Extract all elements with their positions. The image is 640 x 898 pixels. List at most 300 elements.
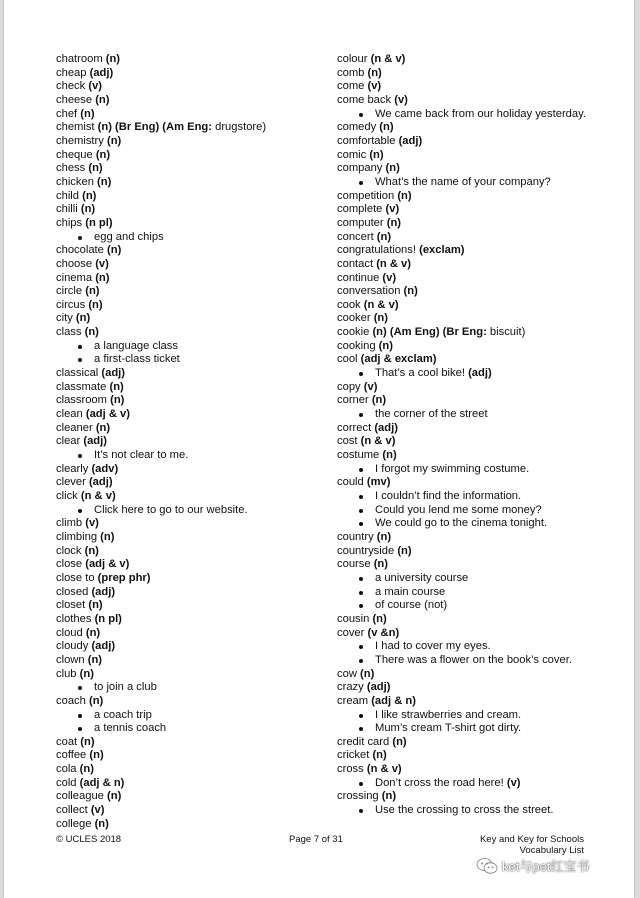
- vocabulary-entry: [56, 422, 326, 436]
- vocabulary-entry: [337, 94, 627, 108]
- entry-word: closet: [56, 599, 86, 612]
- entry-part-of-speech: (adj): [398, 134, 423, 147]
- vocabulary-entry: [56, 80, 326, 94]
- vocabulary-entry: [56, 94, 326, 108]
- example-bullet: [56, 681, 326, 695]
- entry-word: chilli: [56, 203, 78, 216]
- example-bullet: [337, 408, 627, 422]
- entry-part-of-speech: (adj & n): [79, 776, 125, 789]
- entry-word: colleague: [56, 790, 104, 803]
- entry-part-of-speech: (n): [87, 653, 103, 666]
- entry-word: circus: [56, 298, 86, 311]
- footer-title-line-2: Vocabulary List: [519, 845, 584, 856]
- entry-word: comedy: [337, 121, 377, 134]
- entry-part-of-speech: (n): [107, 244, 122, 257]
- example-text: a main course: [375, 585, 446, 598]
- entry-word: computer: [337, 216, 384, 229]
- example-text: a first-class ticket: [94, 353, 180, 366]
- vocabulary-entry: [337, 613, 627, 627]
- entry-part-of-speech: (n pl): [94, 612, 122, 625]
- vocabulary-entry: [56, 531, 326, 545]
- entry-word: correct: [337, 421, 372, 434]
- example-bullet: [56, 353, 326, 367]
- entry-word: costume: [337, 449, 380, 462]
- example-part-of-speech: (adj): [468, 367, 492, 380]
- entry-part-of-speech: (n): [89, 749, 104, 762]
- entry-word: cow: [337, 667, 357, 680]
- entry-part-of-speech: (n): [385, 162, 400, 175]
- entry-part-of-speech: (n): [97, 175, 112, 188]
- vocabulary-entry: [337, 545, 627, 559]
- entry-word: child: [56, 189, 80, 202]
- entry-word: come back: [337, 93, 392, 106]
- entry-word: copy: [337, 380, 361, 393]
- entry-part-of-speech: (adv): [91, 462, 119, 475]
- entry-part-of-speech: (n): [379, 121, 394, 134]
- entry-part-of-speech: (v): [85, 517, 99, 530]
- entry-part-of-speech: (n & v): [366, 763, 402, 776]
- vocabulary-entry: [56, 149, 326, 163]
- vocabulary-entry: [56, 135, 326, 149]
- entry-word: chicken: [56, 175, 94, 188]
- entry-word: cheap: [56, 66, 87, 79]
- example-bullet: [337, 709, 627, 723]
- entry-part-of-speech: (n): [403, 285, 418, 298]
- vocabulary-entry: [337, 312, 627, 326]
- vocabulary-entry: [56, 695, 326, 709]
- example-text: the corner of the street: [375, 408, 488, 421]
- entry-word: chemistry: [56, 134, 104, 147]
- vocabulary-entry: [337, 67, 627, 81]
- entry-word: click: [56, 490, 78, 502]
- entry-word: cross: [337, 763, 364, 776]
- entry-word: coach: [56, 694, 86, 707]
- entry-word: chatroom: [56, 53, 103, 65]
- example-text: Use the crossing to cross the street.: [375, 804, 554, 817]
- entry-word: complete: [337, 203, 383, 216]
- entry-part-of-speech: (n): [95, 93, 110, 106]
- entry-part-of-speech: (adj): [91, 640, 116, 653]
- entry-part-of-speech: (n & v): [376, 257, 411, 270]
- vocabulary-entry: [337, 217, 627, 231]
- document-page: [4, 0, 634, 898]
- vocabulary-entry: [56, 203, 326, 217]
- entry-word: cream: [337, 694, 369, 707]
- vocabulary-column-left: [56, 53, 326, 831]
- entry-part-of-speech: (adj): [89, 66, 114, 79]
- example-text: I couldn’t find the information.: [375, 490, 522, 502]
- entry-part-of-speech: (n): [110, 394, 125, 407]
- example-bullet: [337, 176, 627, 190]
- entry-part-of-speech: (n): [382, 449, 397, 462]
- entry-word: continue: [337, 271, 380, 284]
- example-text: to join a club: [94, 681, 157, 694]
- vocabulary-entry: [56, 272, 326, 286]
- vocabulary-entry: [56, 763, 326, 777]
- vocabulary-entry: [337, 190, 627, 204]
- entry-word: collect: [56, 804, 88, 817]
- entry-word: climbing: [56, 530, 98, 543]
- entry-part-of-speech: (n): [75, 312, 91, 325]
- example-text: a tennis coach: [94, 722, 167, 735]
- entry-word: clown: [56, 653, 85, 666]
- example-text: a coach trip: [94, 708, 152, 721]
- example-text: I forgot my swimming costume.: [375, 462, 530, 475]
- vocabulary-entry: [56, 613, 326, 627]
- entry-word: city: [56, 312, 73, 325]
- vocabulary-entry: [337, 381, 627, 395]
- vocabulary-entry: [56, 599, 326, 613]
- entry-word: chess: [56, 162, 86, 175]
- entry-word: countryside: [337, 544, 395, 557]
- entry-word: country: [337, 530, 374, 543]
- entry-part-of-speech: (adj): [101, 367, 126, 380]
- entry-word: chemist: [56, 121, 95, 134]
- entry-part-of-speech: (n pl): [85, 216, 113, 229]
- vocabulary-entry: [337, 80, 627, 94]
- entry-part-of-speech: (n): [79, 763, 94, 776]
- vocabulary-entry: [337, 203, 627, 217]
- entry-part-of-speech: (n): [392, 735, 407, 748]
- entry-part-of-speech: (exclam): [419, 244, 465, 257]
- vocabulary-entry: [337, 422, 627, 436]
- example-text: That’s a cool bike!: [375, 367, 465, 380]
- entry-word: class: [56, 326, 82, 339]
- entry-part-of-speech: (v): [88, 80, 103, 93]
- entry-part-of-speech: (n): [85, 285, 100, 298]
- entry-part-of-speech: (n): [386, 216, 402, 229]
- vocabulary-entry: [56, 586, 326, 600]
- vocabulary-entry: [337, 763, 627, 777]
- vocabulary-entry: [56, 190, 326, 204]
- vocabulary-entry: [56, 217, 326, 231]
- entry-part-of-speech: (n): [371, 394, 387, 407]
- vocabulary-entry: [337, 531, 627, 545]
- entry-part-of-speech: (v): [394, 93, 408, 106]
- vocabulary-entry: [56, 53, 326, 67]
- vocabulary-entry: [56, 818, 326, 832]
- vocabulary-entry: [337, 258, 627, 272]
- example-part-of-speech: (v): [506, 776, 521, 789]
- vocabulary-entry: [56, 326, 326, 340]
- entry-part-of-speech: (n): [82, 189, 97, 202]
- entry-word: clever: [56, 476, 86, 489]
- entry-word: cloudy: [56, 640, 89, 653]
- entry-word: crossing: [337, 790, 379, 803]
- example-text: I like strawberries and cream.: [375, 708, 522, 721]
- entry-part-of-speech: (n): [88, 162, 103, 175]
- entry-part-of-speech: (mv): [366, 476, 391, 489]
- footer-copyright: © UCLES 2018: [56, 834, 122, 845]
- entry-part-of-speech: (n): [381, 790, 397, 803]
- vocabulary-entry: [337, 231, 627, 245]
- example-bullet: [56, 231, 326, 245]
- vocabulary-entry: [337, 790, 627, 804]
- example-bullet: [337, 490, 627, 504]
- entry-word: chocolate: [56, 244, 104, 257]
- vocabulary-entry: [337, 326, 627, 340]
- vocabulary-entry: [337, 749, 627, 763]
- vocabulary-entry: [337, 736, 627, 750]
- entry-part-of-speech: (n): [105, 53, 121, 65]
- entry-part-of-speech: (n): [84, 326, 99, 339]
- example-bullet: [337, 586, 627, 600]
- vocabulary-entry: [337, 121, 627, 135]
- entry-part-of-speech: (n): [367, 66, 382, 79]
- example-text: We came back from our holiday yesterday.: [375, 107, 586, 120]
- vocabulary-entry: [56, 176, 326, 190]
- entry-word: classical: [56, 367, 99, 380]
- example-text: I had to cover my eyes.: [375, 640, 491, 653]
- footer-page-number: Page 7 of 31: [289, 834, 343, 845]
- vocabulary-entry: [337, 285, 627, 299]
- vocabulary-entry: [337, 394, 627, 408]
- watermark: [476, 856, 589, 875]
- entry-part-of-speech: (adj & exclam): [360, 353, 437, 366]
- vocabulary-entry: [56, 517, 326, 531]
- entry-word: corner: [337, 394, 369, 407]
- vocabulary-entry: [56, 299, 326, 313]
- entry-part-of-speech: (n): [95, 148, 111, 161]
- entry-word: classroom: [56, 394, 107, 407]
- entry-part-of-speech: (v): [382, 271, 397, 284]
- vocabulary-entry: [56, 394, 326, 408]
- entry-part-of-speech: (n): [88, 298, 103, 311]
- entry-part-of-speech: (n): [373, 558, 388, 571]
- vocabulary-entry: [56, 381, 326, 395]
- entry-part-of-speech: (n): [94, 817, 109, 830]
- vocabulary-entry: [337, 695, 627, 709]
- entry-part-of-speech: (n): [100, 530, 115, 543]
- entry-word: choose: [56, 257, 93, 270]
- entry-word: cricket: [337, 749, 370, 762]
- example-bullet: [337, 599, 627, 613]
- entry-word: cheese: [56, 93, 93, 106]
- example-text: We could go to the cinema tonight.: [375, 517, 548, 530]
- entry-word: congratulations!: [337, 244, 416, 257]
- example-text: of course (not): [375, 599, 448, 612]
- entry-word: cover: [337, 626, 365, 639]
- entry-word: cooker: [337, 312, 371, 325]
- entry-part-of-speech: (prep phr): [97, 571, 151, 584]
- entry-word: coffee: [56, 749, 87, 762]
- entry-word: cleaner: [56, 421, 93, 434]
- entry-part-of-speech: (n): [84, 544, 99, 557]
- entry-part-of-speech: (adj & v): [85, 408, 130, 421]
- footer-document-title: [474, 834, 584, 856]
- example-bullet: [56, 449, 326, 463]
- example-bullet: [337, 367, 627, 381]
- entry-word: concert: [337, 230, 374, 243]
- entry-word: chef: [56, 107, 78, 120]
- entry-part-of-speech: (n): [378, 339, 393, 352]
- entry-word: cooking: [337, 339, 376, 352]
- entry-word: cold: [56, 776, 77, 789]
- entry-word: classmate: [56, 380, 107, 393]
- footer-title-line-1: Key and Key for Schools: [479, 834, 584, 845]
- example-bullet: [56, 709, 326, 723]
- entry-word: closed: [56, 585, 89, 598]
- entry-part-of-speech: (adj): [374, 421, 398, 434]
- entry-part-of-speech: (v): [385, 203, 400, 216]
- entry-part-of-speech: (n): [360, 667, 375, 680]
- entry-word: climb: [56, 517, 83, 530]
- entry-word: college: [56, 817, 92, 830]
- vocabulary-entry: [56, 627, 326, 641]
- example-text: There was a flower on the book’s cover.: [375, 653, 572, 666]
- entry-part-of-speech: (n): [88, 599, 103, 612]
- vocabulary-entry: [337, 435, 627, 449]
- entry-word: cookie: [337, 326, 370, 339]
- entry-part-of-speech: (v): [367, 80, 382, 93]
- example-bullet: [337, 517, 627, 531]
- entry-part-of-speech: (n): [397, 189, 412, 202]
- example-bullet: [337, 572, 627, 586]
- example-bullet: [56, 504, 326, 518]
- vocabulary-entry: [56, 435, 326, 449]
- entry-part-of-speech: (adj & v): [85, 558, 130, 571]
- entry-word: coat: [56, 735, 78, 748]
- entry-alternative: drugstore): [212, 121, 267, 134]
- example-text: Click here to go to our website.: [94, 503, 248, 516]
- vocabulary-entry: [337, 244, 627, 258]
- vocabulary-entry: [56, 463, 326, 477]
- wechat-icon: [476, 857, 498, 875]
- entry-word: cook: [337, 298, 361, 311]
- vocabulary-entry: [56, 121, 326, 135]
- example-bullet: [337, 722, 627, 736]
- example-bullet: [56, 340, 326, 354]
- example-text: Don’t cross the road here!: [375, 776, 504, 789]
- entry-part-of-speech: (adj): [366, 681, 391, 694]
- vocabulary-entry: [56, 654, 326, 668]
- entry-word: cost: [337, 435, 358, 448]
- vocabulary-entry: [56, 545, 326, 559]
- entry-part-of-speech: (n): [95, 271, 110, 284]
- vocabulary-entry: [56, 777, 326, 791]
- vocabulary-entry: [56, 490, 326, 504]
- example-bullet: [337, 504, 627, 518]
- entry-part-of-speech: (n): [107, 790, 122, 803]
- entry-word: cheque: [56, 148, 93, 161]
- example-bullet: [56, 722, 326, 736]
- vocabulary-entry: [337, 340, 627, 354]
- vocabulary-entry: [56, 804, 326, 818]
- entry-word: close: [56, 558, 83, 571]
- entry-part-of-speech: (n): [80, 203, 96, 216]
- vocabulary-entry: [337, 558, 627, 572]
- vocabulary-entry: [56, 367, 326, 381]
- entry-part-of-speech: (n): [88, 694, 104, 707]
- entry-word: comic: [337, 148, 367, 161]
- vocabulary-entry: [56, 162, 326, 176]
- entry-word: cloud: [56, 626, 83, 639]
- entry-part-of-speech: (v): [363, 380, 378, 393]
- entry-word: comb: [337, 66, 365, 79]
- example-text: a language class: [94, 339, 178, 352]
- entry-word: course: [337, 558, 371, 571]
- entry-part-of-speech: (n): [106, 134, 122, 147]
- vocabulary-entry: [56, 312, 326, 326]
- entry-word: contact: [337, 257, 374, 270]
- vocabulary-entry: [337, 135, 627, 149]
- entry-word: come: [337, 80, 365, 93]
- vocabulary-entry: [337, 476, 627, 490]
- vocabulary-entry: [56, 572, 326, 586]
- entry-word: club: [56, 667, 77, 680]
- entry-part-of-speech: (v &n): [367, 626, 400, 639]
- entry-part-of-speech: (n) (Br Eng) (Am Eng:: [97, 121, 212, 134]
- entry-part-of-speech: (n): [373, 312, 388, 325]
- entry-part-of-speech: (n): [85, 626, 101, 639]
- vocabulary-entry: [56, 285, 326, 299]
- entry-part-of-speech: (n): [376, 530, 392, 543]
- vocabulary-column-right: [337, 53, 627, 818]
- entry-part-of-speech: (n): [95, 421, 111, 434]
- entry-part-of-speech: (n): [372, 749, 387, 762]
- entry-part-of-speech: (adj & n): [371, 694, 416, 707]
- vocabulary-entry: [337, 681, 627, 695]
- entry-part-of-speech: (n): [79, 667, 94, 680]
- entry-part-of-speech: (n): [80, 735, 95, 748]
- entry-part-of-speech: (n): [109, 380, 124, 393]
- vocabulary-entry: [56, 244, 326, 258]
- entry-word: clearly: [56, 462, 89, 475]
- entry-word: close to: [56, 571, 95, 584]
- entry-alternative: biscuit): [486, 326, 526, 339]
- entry-word: credit card: [337, 735, 390, 748]
- vocabulary-entry: [56, 408, 326, 422]
- entry-part-of-speech: (n) (Am Eng) (Br Eng:: [372, 326, 487, 339]
- vocabulary-entry: [337, 149, 627, 163]
- example-text: It’s not clear to me.: [94, 449, 189, 462]
- vocabulary-entry: [337, 53, 627, 67]
- entry-word: clothes: [56, 612, 92, 625]
- entry-word: crazy: [337, 681, 364, 694]
- entry-word: clean: [56, 408, 83, 421]
- vocabulary-entry: [56, 108, 326, 122]
- example-text: Could you lend me some money?: [375, 503, 542, 516]
- entry-part-of-speech: (v): [95, 257, 109, 270]
- vocabulary-entry: [337, 353, 627, 367]
- entry-word: comfortable: [337, 134, 396, 147]
- example-text: egg and chips: [94, 230, 164, 243]
- entry-word: conversation: [337, 285, 401, 298]
- example-bullet: [337, 640, 627, 654]
- entry-word: competition: [337, 189, 395, 202]
- entry-word: clear: [56, 435, 81, 448]
- vocabulary-entry: [337, 272, 627, 286]
- entry-part-of-speech: (n): [376, 230, 392, 243]
- vocabulary-entry: [337, 668, 627, 682]
- entry-word: cinema: [56, 271, 93, 284]
- vocabulary-entry: [56, 790, 326, 804]
- example-bullet: [337, 777, 627, 791]
- entry-part-of-speech: (n): [80, 107, 95, 120]
- example-text: a university course: [375, 571, 469, 584]
- entry-part-of-speech: (adj): [91, 585, 116, 598]
- entry-part-of-speech: (adj): [88, 476, 113, 489]
- entry-part-of-speech: (v): [90, 804, 105, 817]
- entry-word: cousin: [337, 612, 370, 625]
- entry-word: clock: [56, 544, 82, 557]
- entry-part-of-speech: (n): [369, 148, 384, 161]
- entry-word: chips: [56, 216, 83, 229]
- entry-part-of-speech: (adj): [83, 435, 107, 448]
- entry-word: cola: [56, 763, 77, 776]
- vocabulary-entry: [56, 749, 326, 763]
- example-text: What’s the name of your company?: [375, 175, 551, 188]
